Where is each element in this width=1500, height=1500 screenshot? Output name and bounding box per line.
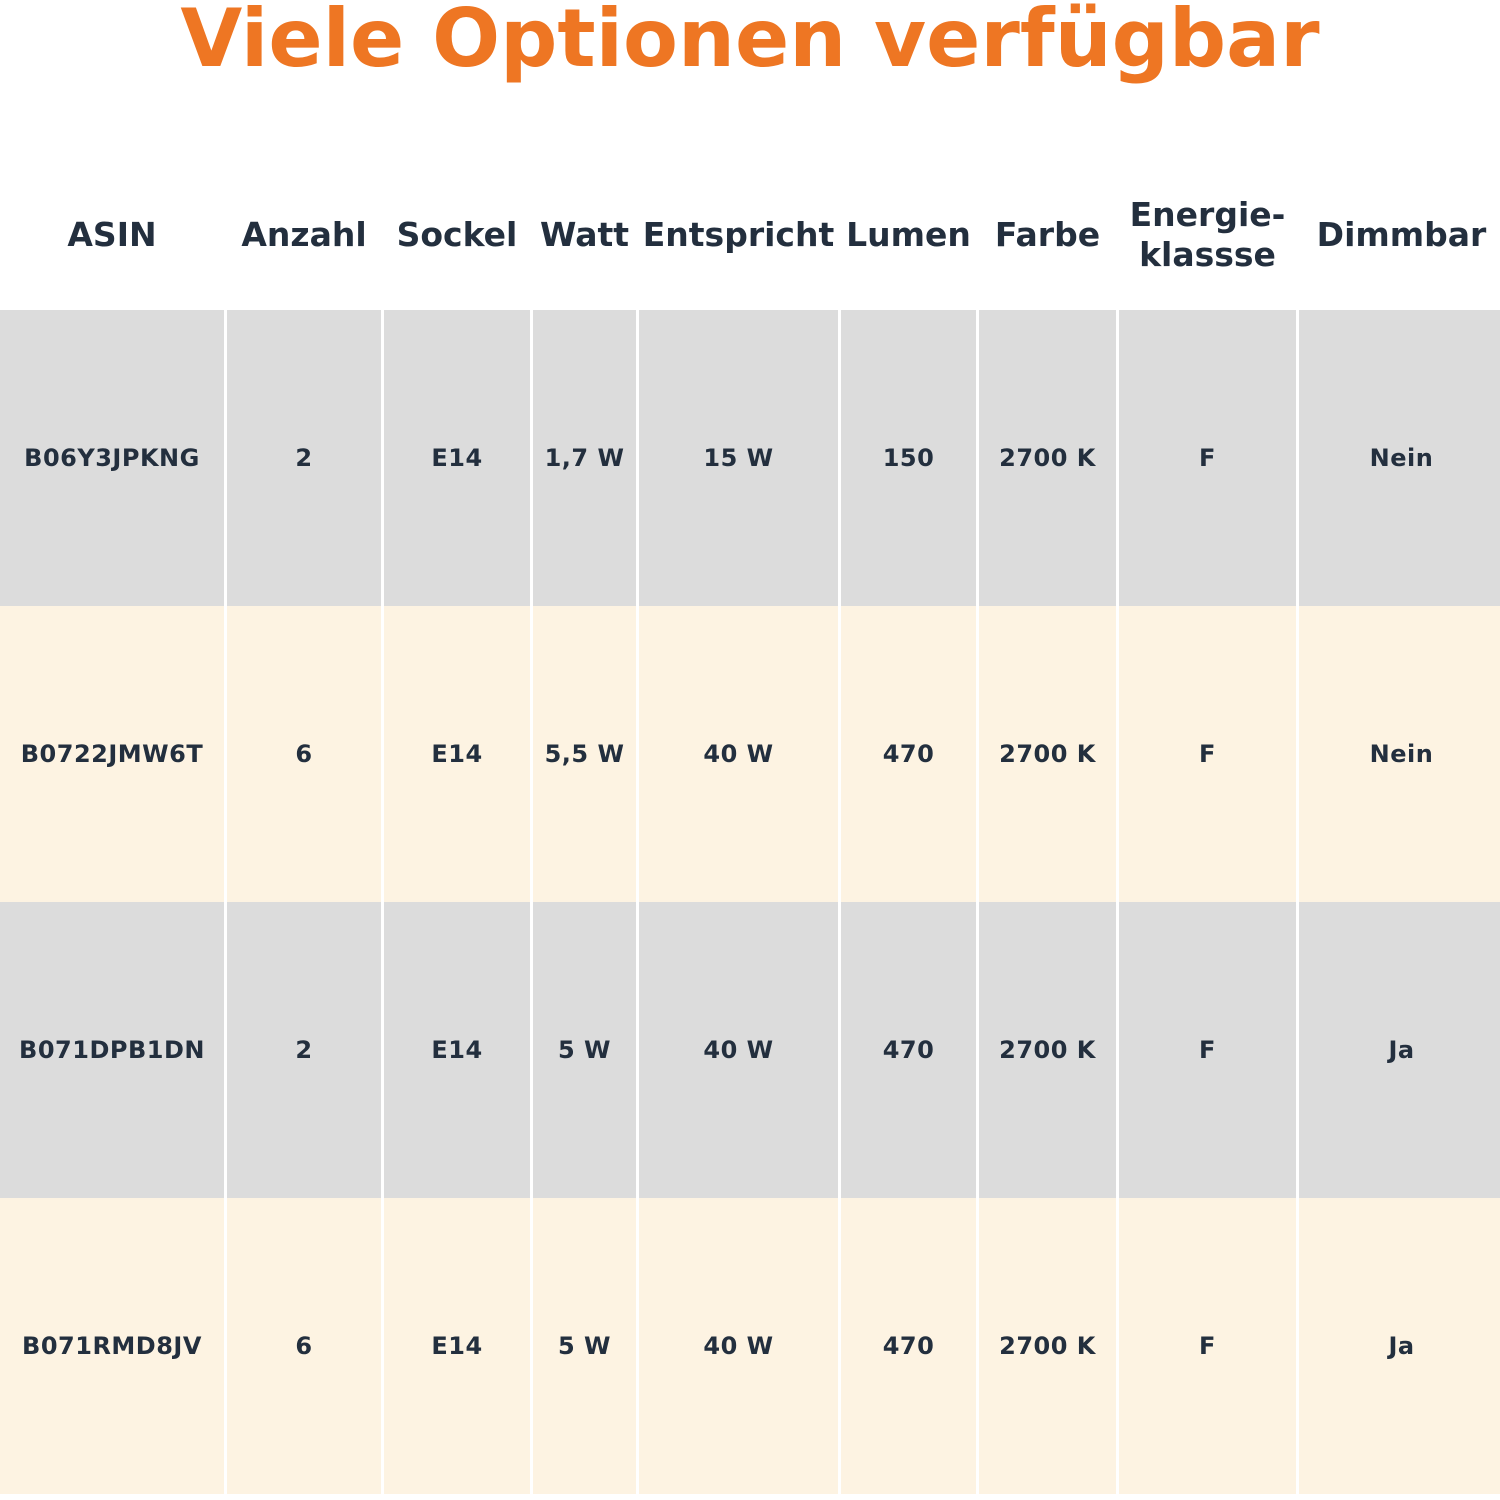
table-cell-energieklasse: F — [1119, 1198, 1296, 1494]
table-cell-anzahl: 6 — [227, 1198, 381, 1494]
table-cell-asin: B0722JMW6T — [0, 606, 224, 902]
table-cell-entspricht: 15 W — [639, 310, 838, 606]
table-cell-watt: 5 W — [533, 902, 636, 1198]
table-cell-sockel: E14 — [384, 902, 530, 1198]
table-cell-dimmbar: Nein — [1299, 310, 1500, 606]
table-cell-anzahl: 2 — [227, 902, 381, 1198]
table-cell-watt: 1,7 W — [533, 310, 636, 606]
header-sockel: Sockel — [384, 160, 530, 310]
table-cell-farbe: 2700 K — [979, 606, 1116, 902]
table-cell-entspricht: 40 W — [639, 1198, 838, 1494]
page-title: Viele Optionen verfügbar — [180, 0, 1320, 85]
table-cell-energieklasse: F — [1119, 310, 1296, 606]
table-cell-asin: B071RMD8JV — [0, 1198, 224, 1494]
table-cell-lumen: 470 — [841, 606, 976, 902]
header-dimmbar: Dimmbar — [1299, 160, 1500, 310]
comparison-table — [0, 160, 1500, 1494]
table-cell-lumen: 150 — [841, 310, 976, 606]
table-cell-sockel: E14 — [384, 310, 530, 606]
table-cell-entspricht: 40 W — [639, 902, 838, 1198]
table-cell-asin: B071DPB1DN — [0, 902, 224, 1198]
table-cell-dimmbar: Nein — [1299, 606, 1500, 902]
table-cell-farbe: 2700 K — [979, 1198, 1116, 1494]
table-cell-farbe: 2700 K — [979, 310, 1116, 606]
header-entspricht: Entspricht — [639, 160, 838, 310]
header-watt: Watt — [533, 160, 636, 310]
table-cell-farbe: 2700 K — [979, 902, 1116, 1198]
table-cell-asin: B06Y3JPKNG — [0, 310, 224, 606]
header-anzahl: Anzahl — [227, 160, 381, 310]
table-cell-anzahl: 6 — [227, 606, 381, 902]
table-cell-lumen: 470 — [841, 902, 976, 1198]
table-cell-watt: 5 W — [533, 1198, 636, 1494]
table-cell-anzahl: 2 — [227, 310, 381, 606]
table-cell-watt: 5,5 W — [533, 606, 636, 902]
table-cell-energieklasse: F — [1119, 606, 1296, 902]
table-cell-lumen: 470 — [841, 1198, 976, 1494]
table-cell-energieklasse: F — [1119, 902, 1296, 1198]
table-cell-entspricht: 40 W — [639, 606, 838, 902]
table-cell-dimmbar: Ja — [1299, 1198, 1500, 1494]
header-farbe: Farbe — [979, 160, 1116, 310]
table-cell-sockel: E14 — [384, 606, 530, 902]
header-lumen: Lumen — [841, 160, 976, 310]
header-asin: ASIN — [0, 160, 224, 310]
header-energieklasse: Energie- klassse — [1119, 160, 1296, 310]
table-cell-sockel: E14 — [384, 1198, 530, 1494]
table-cell-dimmbar: Ja — [1299, 902, 1500, 1198]
